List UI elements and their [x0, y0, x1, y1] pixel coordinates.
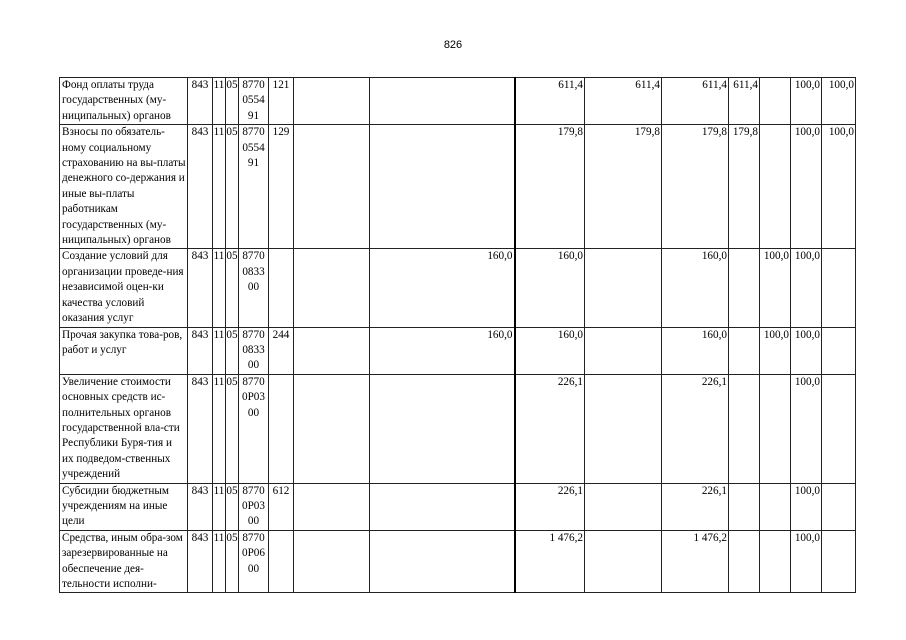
amount-cell	[294, 374, 370, 483]
amount-cell	[760, 125, 791, 249]
section-code-cell: 11	[213, 125, 226, 249]
subsection-code-cell: 05	[226, 249, 239, 327]
ministry-code-cell: 843	[188, 249, 213, 327]
percent-cell	[822, 530, 856, 593]
amount-cell	[585, 483, 662, 530]
subsection-code-cell: 05	[226, 530, 239, 593]
target-article-cell: 8770 0554 91	[239, 125, 269, 249]
target-article-cell: 8770 0Р03 00	[239, 483, 269, 530]
amount-cell	[294, 249, 370, 327]
expense-type-cell: 121	[269, 78, 294, 125]
ministry-code-cell: 843	[188, 530, 213, 593]
page-number: 826	[443, 39, 463, 51]
amount-cell	[729, 483, 760, 530]
amount-cell: 100,0	[760, 249, 791, 327]
amount-cell	[760, 78, 791, 125]
percent-cell: 100,0	[791, 125, 822, 249]
ministry-code-cell: 843	[188, 125, 213, 249]
amount-cell	[294, 327, 370, 374]
amount-cell: 160,0	[515, 249, 585, 327]
amount-cell	[370, 483, 515, 530]
percent-cell: 100,0	[791, 249, 822, 327]
amount-cell: 1 476,2	[515, 530, 585, 593]
percent-cell: 100,0	[791, 530, 822, 593]
amount-cell: 611,4	[585, 78, 662, 125]
table-row	[60, 78, 856, 125]
percent-cell: 100,0	[791, 78, 822, 125]
expense-type-cell: 612	[269, 483, 294, 530]
target-article-cell: 8770 0554 91	[239, 78, 269, 125]
expense-name-cell: Прочая закупка това-ров, работ и услуг	[60, 327, 188, 374]
percent-cell	[822, 327, 856, 374]
amount-cell	[370, 78, 515, 125]
amount-cell	[294, 125, 370, 249]
table-row	[60, 125, 856, 249]
amount-cell: 611,4	[515, 78, 585, 125]
section-code-cell: 11	[213, 327, 226, 374]
section-code-cell: 11	[213, 374, 226, 483]
amount-cell	[294, 530, 370, 593]
percent-cell: 100,0	[822, 78, 856, 125]
expense-type-cell	[269, 249, 294, 327]
expense-type-cell	[269, 374, 294, 483]
amount-cell: 179,8	[585, 125, 662, 249]
amount-cell	[729, 327, 760, 374]
amount-cell	[760, 483, 791, 530]
ministry-code-cell: 843	[188, 374, 213, 483]
amount-cell: 226,1	[515, 374, 585, 483]
amount-cell	[370, 125, 515, 249]
expense-name-cell: Субсидии бюджетным учреждениям на иные цели	[60, 483, 188, 530]
amount-cell	[729, 249, 760, 327]
percent-cell: 100,0	[791, 374, 822, 483]
amount-cell: 1 476,2	[662, 530, 729, 593]
amount-cell: 226,1	[662, 483, 729, 530]
subsection-code-cell: 05	[226, 327, 239, 374]
amount-cell: 160,0	[515, 327, 585, 374]
amount-cell	[760, 530, 791, 593]
expense-name-cell: Создание условий для организации проведе-ния независимой оцен-ки качества условий оказания услуг	[60, 249, 188, 327]
table-row	[60, 530, 856, 593]
subsection-code-cell: 05	[226, 374, 239, 483]
amount-cell: 611,4	[662, 78, 729, 125]
target-article-cell: 8770 0Р06 00	[239, 530, 269, 593]
expense-type-cell: 129	[269, 125, 294, 249]
expense-name-cell: Средства, иным обра-зом зарезервированные на обеспечение дея-тельности исполни-	[60, 530, 188, 593]
amount-cell	[760, 374, 791, 483]
section-code-cell: 11	[213, 530, 226, 593]
ministry-code-cell: 843	[188, 78, 213, 125]
target-article-cell: 8770 0833 00	[239, 249, 269, 327]
expense-name-cell: Увеличение стоимости основных средств ис-полнительных органов государственной вла-сти Республики Буря-тия и их подведом-ственных учреждений	[60, 374, 188, 483]
percent-cell: 100,0	[822, 125, 856, 249]
subsection-code-cell: 05	[226, 125, 239, 249]
amount-cell	[729, 374, 760, 483]
amount-cell	[585, 327, 662, 374]
expense-name-cell: Фонд оплаты труда государственных (му-ниципальных) органов	[60, 78, 188, 125]
ministry-code-cell: 843	[188, 483, 213, 530]
subsection-code-cell: 05	[226, 483, 239, 530]
target-article-cell: 8770 0Р03 00	[239, 374, 269, 483]
expense-type-cell	[269, 530, 294, 593]
amount-cell: 160,0	[370, 327, 515, 374]
amount-cell	[585, 249, 662, 327]
table-row	[60, 374, 856, 483]
percent-cell	[822, 249, 856, 327]
amount-cell	[294, 78, 370, 125]
table-row	[60, 249, 856, 327]
percent-cell	[822, 483, 856, 530]
amount-cell: 179,8	[662, 125, 729, 249]
percent-cell: 100,0	[791, 483, 822, 530]
subsection-code-cell: 05	[226, 78, 239, 125]
amount-cell: 160,0	[370, 249, 515, 327]
percent-cell	[822, 374, 856, 483]
budget-table	[59, 77, 856, 593]
amount-cell: 179,8	[729, 125, 760, 249]
percent-cell: 100,0	[791, 327, 822, 374]
table-row	[60, 327, 856, 374]
amount-cell: 226,1	[515, 483, 585, 530]
amount-cell: 179,8	[515, 125, 585, 249]
amount-cell: 160,0	[662, 249, 729, 327]
section-code-cell: 11	[213, 78, 226, 125]
amount-cell: 100,0	[760, 327, 791, 374]
table-row	[60, 483, 856, 530]
expense-type-cell: 244	[269, 327, 294, 374]
amount-cell	[729, 530, 760, 593]
amount-cell: 611,4	[729, 78, 760, 125]
amount-cell	[585, 374, 662, 483]
expense-name-cell: Взносы по обязатель-ному социальному страхованию на вы-платы денежного со-держания и иные вы-платы работникам государственных (му-ниципальных) органов	[60, 125, 188, 249]
target-article-cell: 8770 0833 00	[239, 327, 269, 374]
amount-cell	[585, 530, 662, 593]
amount-cell	[370, 374, 515, 483]
amount-cell: 226,1	[662, 374, 729, 483]
amount-cell	[370, 530, 515, 593]
amount-cell: 160,0	[662, 327, 729, 374]
section-code-cell: 11	[213, 249, 226, 327]
amount-cell	[294, 483, 370, 530]
section-code-cell: 11	[213, 483, 226, 530]
ministry-code-cell: 843	[188, 327, 213, 374]
